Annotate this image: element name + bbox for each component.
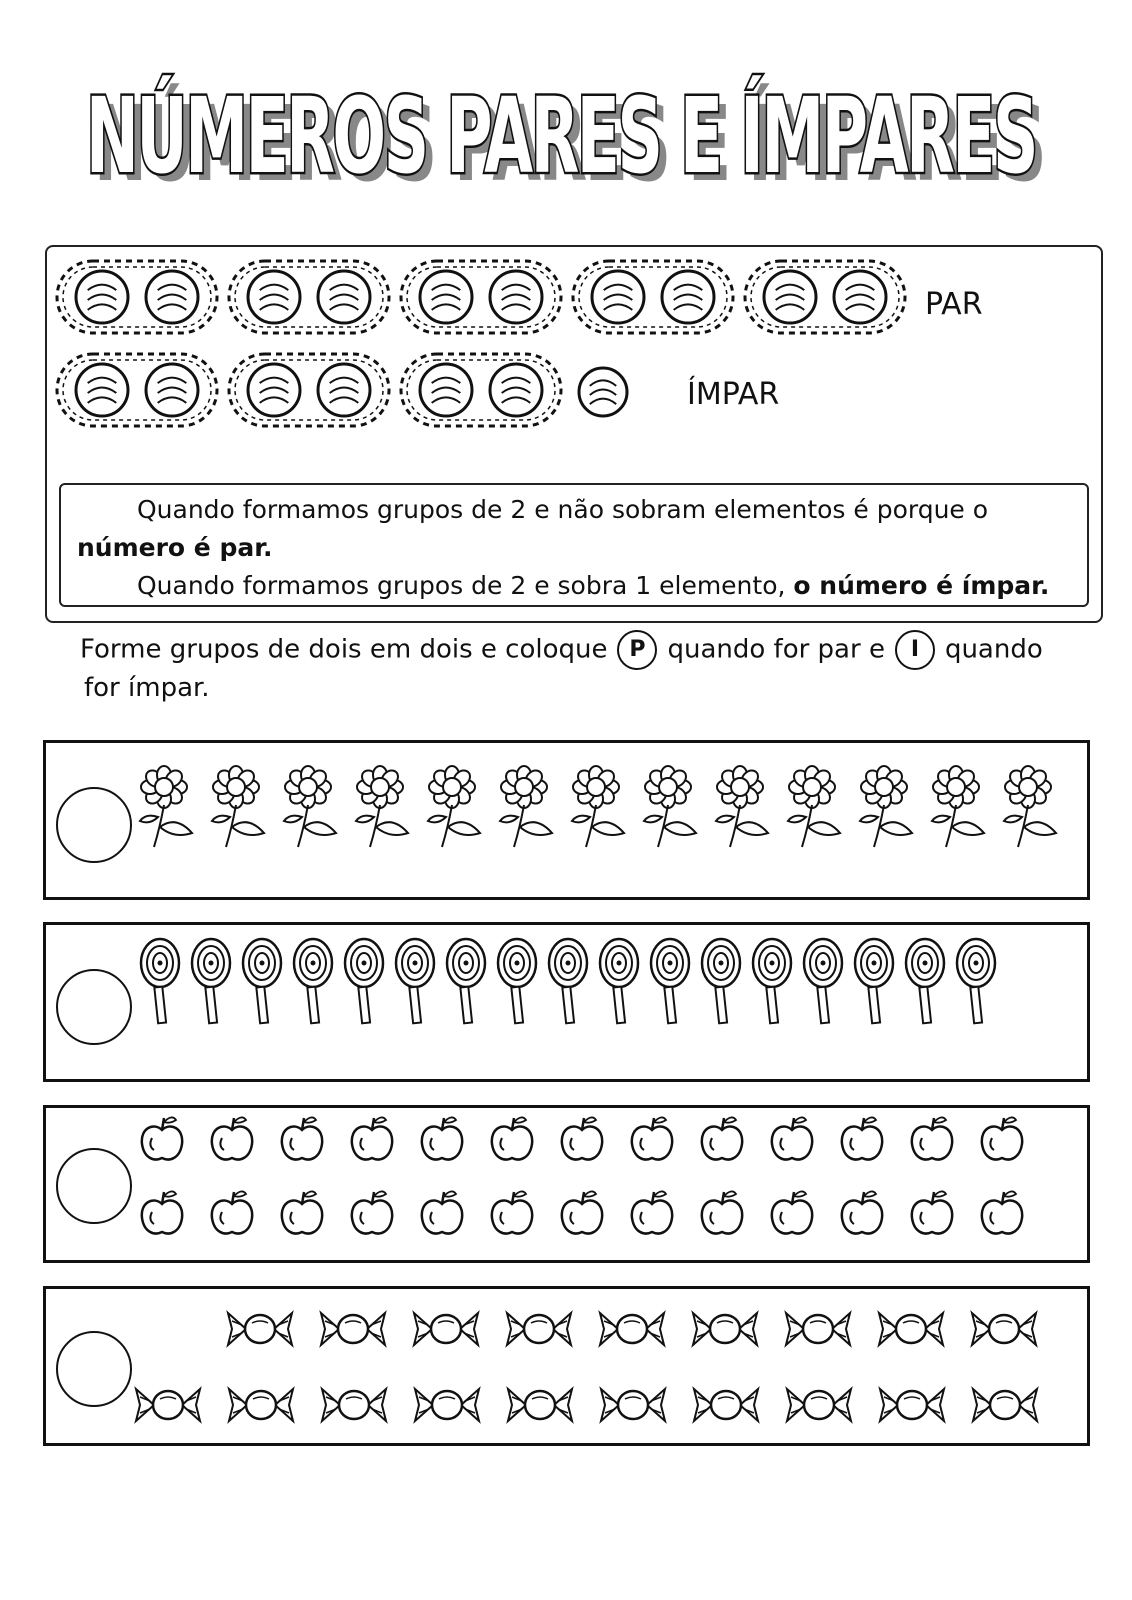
ball-icon xyxy=(248,271,300,323)
apple-icon xyxy=(212,1117,252,1159)
lollipop-icon xyxy=(549,939,587,1023)
flower-icon xyxy=(932,766,984,847)
flower-icon xyxy=(1004,766,1056,847)
lollipop-icon xyxy=(243,939,281,1023)
apple-icon xyxy=(842,1191,882,1233)
example-box xyxy=(45,245,1103,623)
flower-icon xyxy=(572,766,624,847)
impar-example-groups xyxy=(57,354,627,426)
lollipop-icon xyxy=(702,939,740,1023)
instruction xyxy=(80,630,1100,706)
lollipop-icon xyxy=(447,939,485,1023)
flower-icon xyxy=(356,766,408,847)
ball-icon xyxy=(592,271,644,323)
candy-icon xyxy=(508,1389,572,1421)
ball-icon xyxy=(420,364,472,416)
candy-icon xyxy=(322,1389,386,1421)
candy-icon xyxy=(601,1389,665,1421)
impar-label: ÍMPAR xyxy=(687,377,780,412)
flower-icon xyxy=(644,766,696,847)
pair-group xyxy=(573,261,733,333)
apple-icon xyxy=(422,1191,462,1233)
ball-icon xyxy=(76,271,128,323)
flower-icon xyxy=(860,766,912,847)
apple-icon xyxy=(702,1117,742,1159)
instruction-text-2: quando for par e xyxy=(667,634,885,665)
apple-icon xyxy=(772,1191,812,1233)
title-lettering xyxy=(80,58,1060,218)
worksheet-title xyxy=(80,58,1060,218)
apple-icon xyxy=(982,1191,1022,1233)
apple-icon xyxy=(282,1191,322,1233)
candy-icon xyxy=(693,1313,757,1345)
flower-icon xyxy=(212,766,264,847)
apple-icon xyxy=(422,1117,462,1159)
apple-icon xyxy=(842,1117,882,1159)
ball-icon xyxy=(420,271,472,323)
apple-icon xyxy=(562,1117,602,1159)
ball-icon xyxy=(76,364,128,416)
candy-icon xyxy=(694,1389,758,1421)
apple-icon xyxy=(632,1117,672,1159)
rule-line-1 xyxy=(77,491,1071,529)
flower-icon xyxy=(428,766,480,847)
flower-icon xyxy=(284,766,336,847)
flower-icon xyxy=(140,766,192,847)
apple-icon xyxy=(772,1117,812,1159)
candy-icon xyxy=(507,1313,571,1345)
rule-par-conclusion: número é par. xyxy=(77,533,273,562)
apple-icon xyxy=(562,1191,602,1233)
ball-icon xyxy=(318,364,370,416)
candy-icon xyxy=(228,1313,292,1345)
candy-icon xyxy=(880,1389,944,1421)
badge-i: I xyxy=(895,630,935,670)
candy-icon xyxy=(879,1313,943,1345)
flower-icon xyxy=(716,766,768,847)
pair-group xyxy=(229,261,389,333)
candy-icon xyxy=(415,1389,479,1421)
exercise-lollipops xyxy=(43,922,1090,1082)
pair-group xyxy=(401,261,561,333)
example-groups xyxy=(47,247,1101,477)
par-example-groups xyxy=(57,261,905,333)
apple-icon xyxy=(352,1117,392,1159)
flower-icon xyxy=(500,766,552,847)
candy-icon xyxy=(229,1389,293,1421)
apple-icon xyxy=(912,1117,952,1159)
instruction-text-3: quando xyxy=(944,634,1043,665)
apple-icon xyxy=(142,1117,182,1159)
candy-icon xyxy=(787,1389,851,1421)
lollipop-icon xyxy=(294,939,332,1023)
flower-icon xyxy=(788,766,840,847)
lollipop-icon xyxy=(957,939,995,1023)
apple-icon xyxy=(282,1117,322,1159)
ball-icon xyxy=(662,271,714,323)
apple-icon xyxy=(982,1117,1022,1159)
candy-icon xyxy=(600,1313,664,1345)
rule-box xyxy=(59,483,1089,607)
lollipop-icon xyxy=(753,939,791,1023)
lollipop-icon xyxy=(192,939,230,1023)
ball-icon xyxy=(318,271,370,323)
lollipops-row xyxy=(46,925,1093,1085)
lollipop-icon xyxy=(804,939,842,1023)
instruction-line-1 xyxy=(80,630,1100,670)
apple-icon xyxy=(212,1191,252,1233)
ball-icon xyxy=(490,364,542,416)
candy-icon xyxy=(972,1313,1036,1345)
ball-icon xyxy=(248,364,300,416)
apples-rows xyxy=(46,1108,1093,1266)
candies-rows xyxy=(46,1289,1093,1449)
ball-icon xyxy=(579,368,627,416)
instruction-text-1: Forme grupos de dois em dois e coloque xyxy=(80,634,608,665)
instruction-line-2: for ímpar. xyxy=(84,673,210,703)
exercise-candies xyxy=(43,1286,1090,1446)
apple-icon xyxy=(142,1191,182,1233)
lollipop-icon xyxy=(141,939,179,1023)
par-label: PAR xyxy=(925,287,983,322)
candy-icon xyxy=(973,1389,1037,1421)
apple-icon xyxy=(492,1191,532,1233)
candy-icon xyxy=(786,1313,850,1345)
badge-p: P xyxy=(617,630,657,670)
apple-icon xyxy=(632,1191,672,1233)
title-text: NÚMEROS PARES E ÍMPARES xyxy=(86,75,1036,197)
rule-line-3 xyxy=(77,567,1071,605)
lollipop-icon xyxy=(498,939,536,1023)
rule-impar-conclusion: o número é ímpar. xyxy=(793,571,1050,600)
ball-icon xyxy=(146,271,198,323)
pair-group xyxy=(229,354,389,426)
candy-icon xyxy=(414,1313,478,1345)
lollipop-icon xyxy=(345,939,383,1023)
pair-group xyxy=(745,261,905,333)
lollipop-icon xyxy=(600,939,638,1023)
exercise-apples xyxy=(43,1105,1090,1263)
apple-icon xyxy=(912,1191,952,1233)
apple-icon xyxy=(702,1191,742,1233)
rule-line-2 xyxy=(77,529,1071,567)
pair-group xyxy=(57,354,217,426)
lollipop-icon xyxy=(396,939,434,1023)
rule-text-3: Quando formamos grupos de 2 e sobra 1 elemento, xyxy=(137,571,786,600)
flowers-row xyxy=(46,743,1093,903)
apple-icon xyxy=(352,1191,392,1233)
candy-icon xyxy=(136,1389,200,1421)
ball-icon xyxy=(834,271,886,323)
pair-group xyxy=(57,261,217,333)
rule-text-1: Quando formamos grupos de 2 e não sobram elementos é porque o xyxy=(137,495,989,524)
lollipop-icon xyxy=(906,939,944,1023)
ball-icon xyxy=(490,271,542,323)
pair-group xyxy=(401,354,561,426)
exercise-flowers xyxy=(43,740,1090,900)
ball-icon xyxy=(146,364,198,416)
apple-icon xyxy=(492,1117,532,1159)
lollipop-icon xyxy=(855,939,893,1023)
lollipop-icon xyxy=(651,939,689,1023)
title-shadow: NÚMEROS PARES E ÍMPARES xyxy=(94,83,1044,205)
ball-icon xyxy=(764,271,816,323)
candy-icon xyxy=(321,1313,385,1345)
